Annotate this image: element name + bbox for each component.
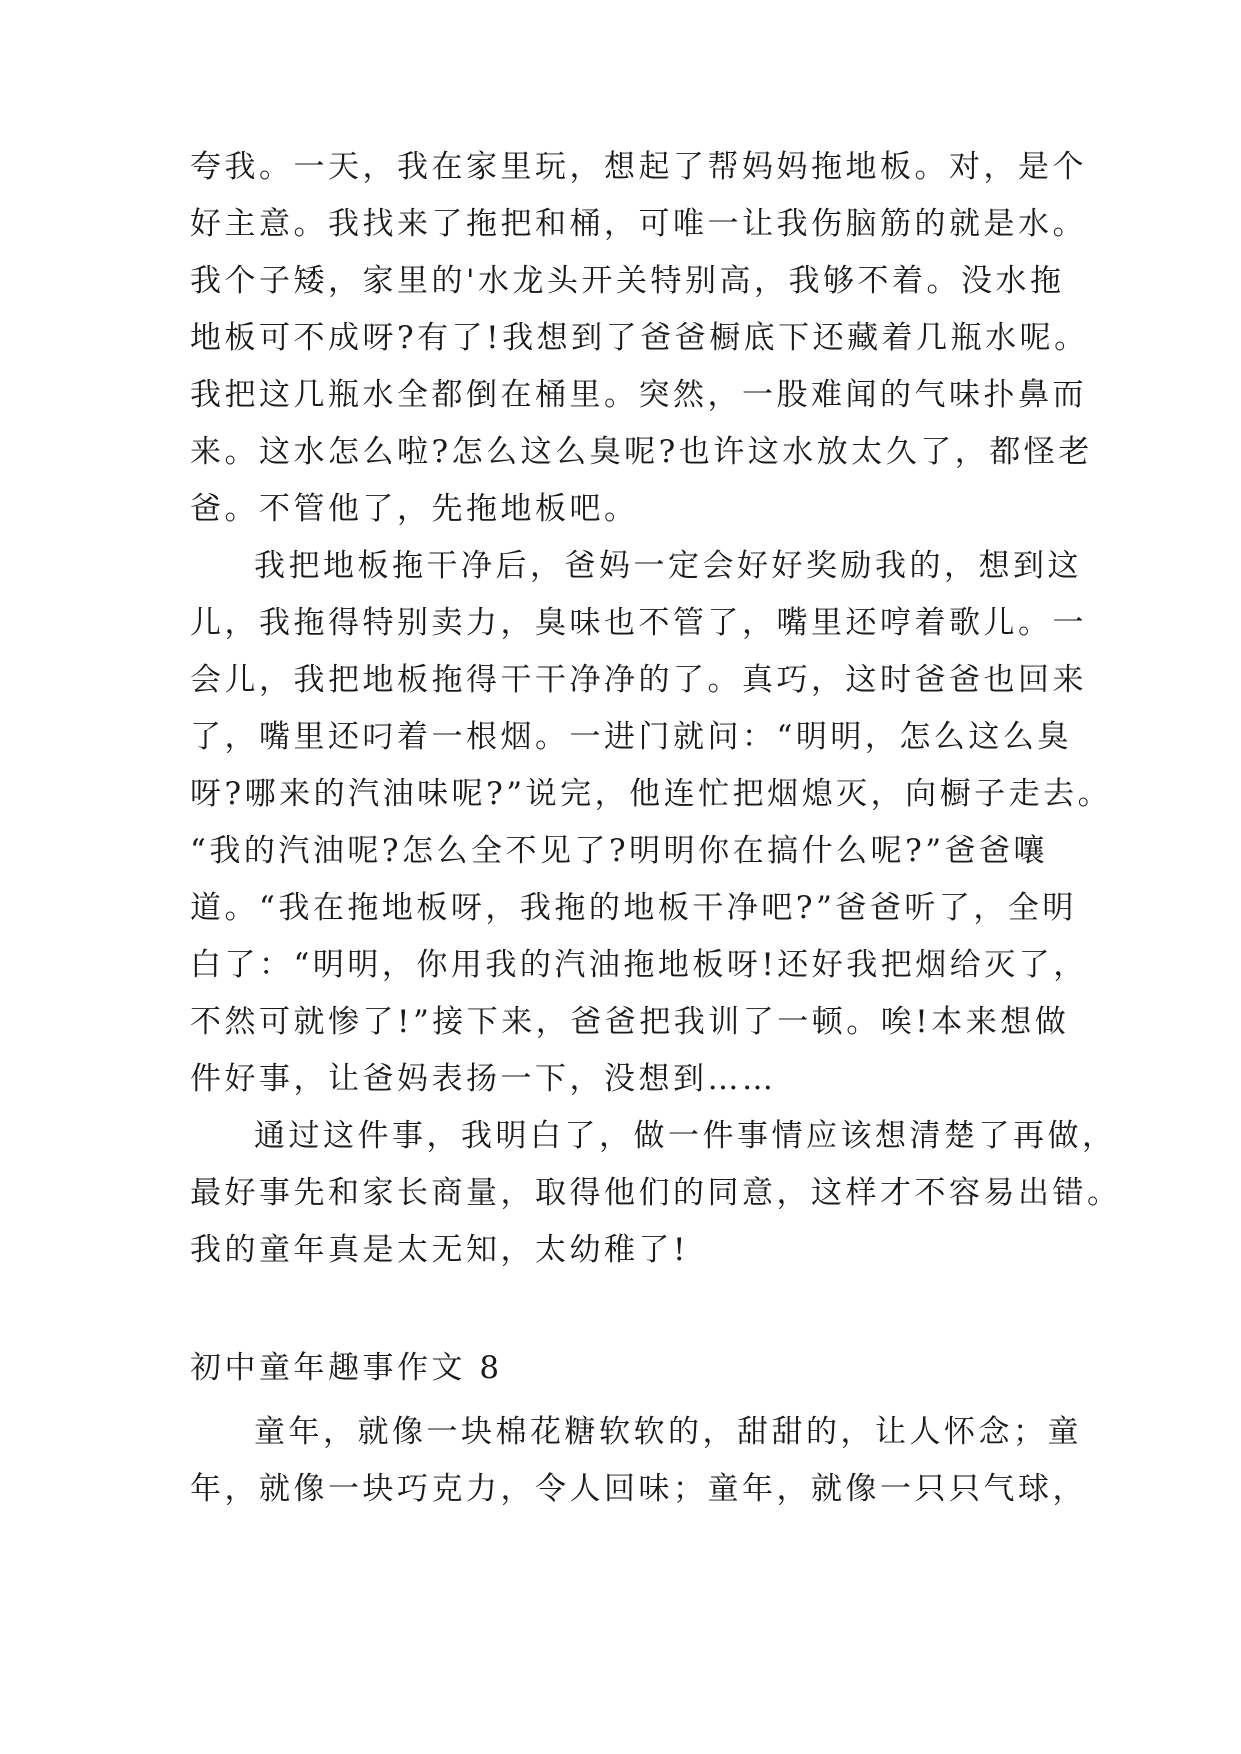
paragraph-line: 我个子矮，家里的'水龙头开关特别高，我够不着。没水拖 xyxy=(190,263,1065,299)
paragraph-line: 通过这件事，我明白了，做一件事情应该想清楚了再做， xyxy=(254,1118,1117,1154)
paragraph-line: 夸我。一天，我在家里玩，想起了帮妈妈拖地板。对，是个 xyxy=(190,149,1087,185)
section-heading: 初中童年趣事作文 8 xyxy=(190,1350,503,1386)
paragraph-line: 我的童年真是太无知，太幼稚了! xyxy=(190,1232,689,1268)
paragraph-line: 童年，就像一块棉花糖软软的，甜甜的，让人怀念；童 xyxy=(254,1414,1082,1450)
paragraph-line: 年，就像一块巧克力，令人回味；童年，就像一只只气球， xyxy=(190,1471,1087,1507)
paragraph-line: 我把这几瓶水全都倒在桶里。突然，一股难闻的气味扑鼻而 xyxy=(190,377,1087,413)
paragraph-line: 来。这水怎么啦?怎么这么臭呢?也许这水放太久了，都怪老 xyxy=(190,434,1093,470)
paragraph-line: 会儿，我把地板拖得干干净净的了。真巧，这时爸爸也回来 xyxy=(190,662,1087,698)
paragraph-line: 道。“我在拖地板呀，我拖的地板干净吧?”爸爸听了，全明 xyxy=(190,890,1077,926)
paragraph-line: 最好事先和家长商量，取得他们的同意，这样才不容易出错。 xyxy=(190,1175,1122,1211)
paragraph-line: 不然可就惨了!”接下来，爸爸把我训了一顿。唉!本来想做 xyxy=(190,1004,1070,1040)
paragraph-line: 呀?哪来的汽油味呢?”说完，他连忙把烟熄灭，向橱子走去。 xyxy=(190,776,1113,812)
paragraph-line: 地板可不成呀?有了!我想到了爸爸橱底下还藏着几瓶水呢。 xyxy=(190,320,1089,356)
paragraph-line: 好主意。我找来了拖把和桶，可唯一让我伤脑筋的就是水。 xyxy=(190,206,1087,242)
paragraph-line: 儿，我拖得特别卖力，臭味也不管了，嘴里还哼着歌儿。一 xyxy=(190,605,1087,641)
paragraph-line: 件好事，让爸妈表扬一下，没想到…… xyxy=(190,1061,777,1097)
paragraph-line: 爸。不管他了，先拖地板吧。 xyxy=(190,491,639,527)
paragraph-line: “我的汽油呢?怎么全不见了?明明你在搞什么呢?”爸爸嚷 xyxy=(190,833,1049,869)
paragraph-line: 我把地板拖干净后，爸妈一定会好好奖励我的，想到这 xyxy=(254,548,1082,584)
paragraph-line: 了，嘴里还叼着一根烟。一进门就问：“明明，怎么这么臭 xyxy=(190,719,1072,755)
paragraph-line: 白了：“明明，你用我的汽油拖地板呀!还好我把烟给灭了， xyxy=(190,947,1088,983)
